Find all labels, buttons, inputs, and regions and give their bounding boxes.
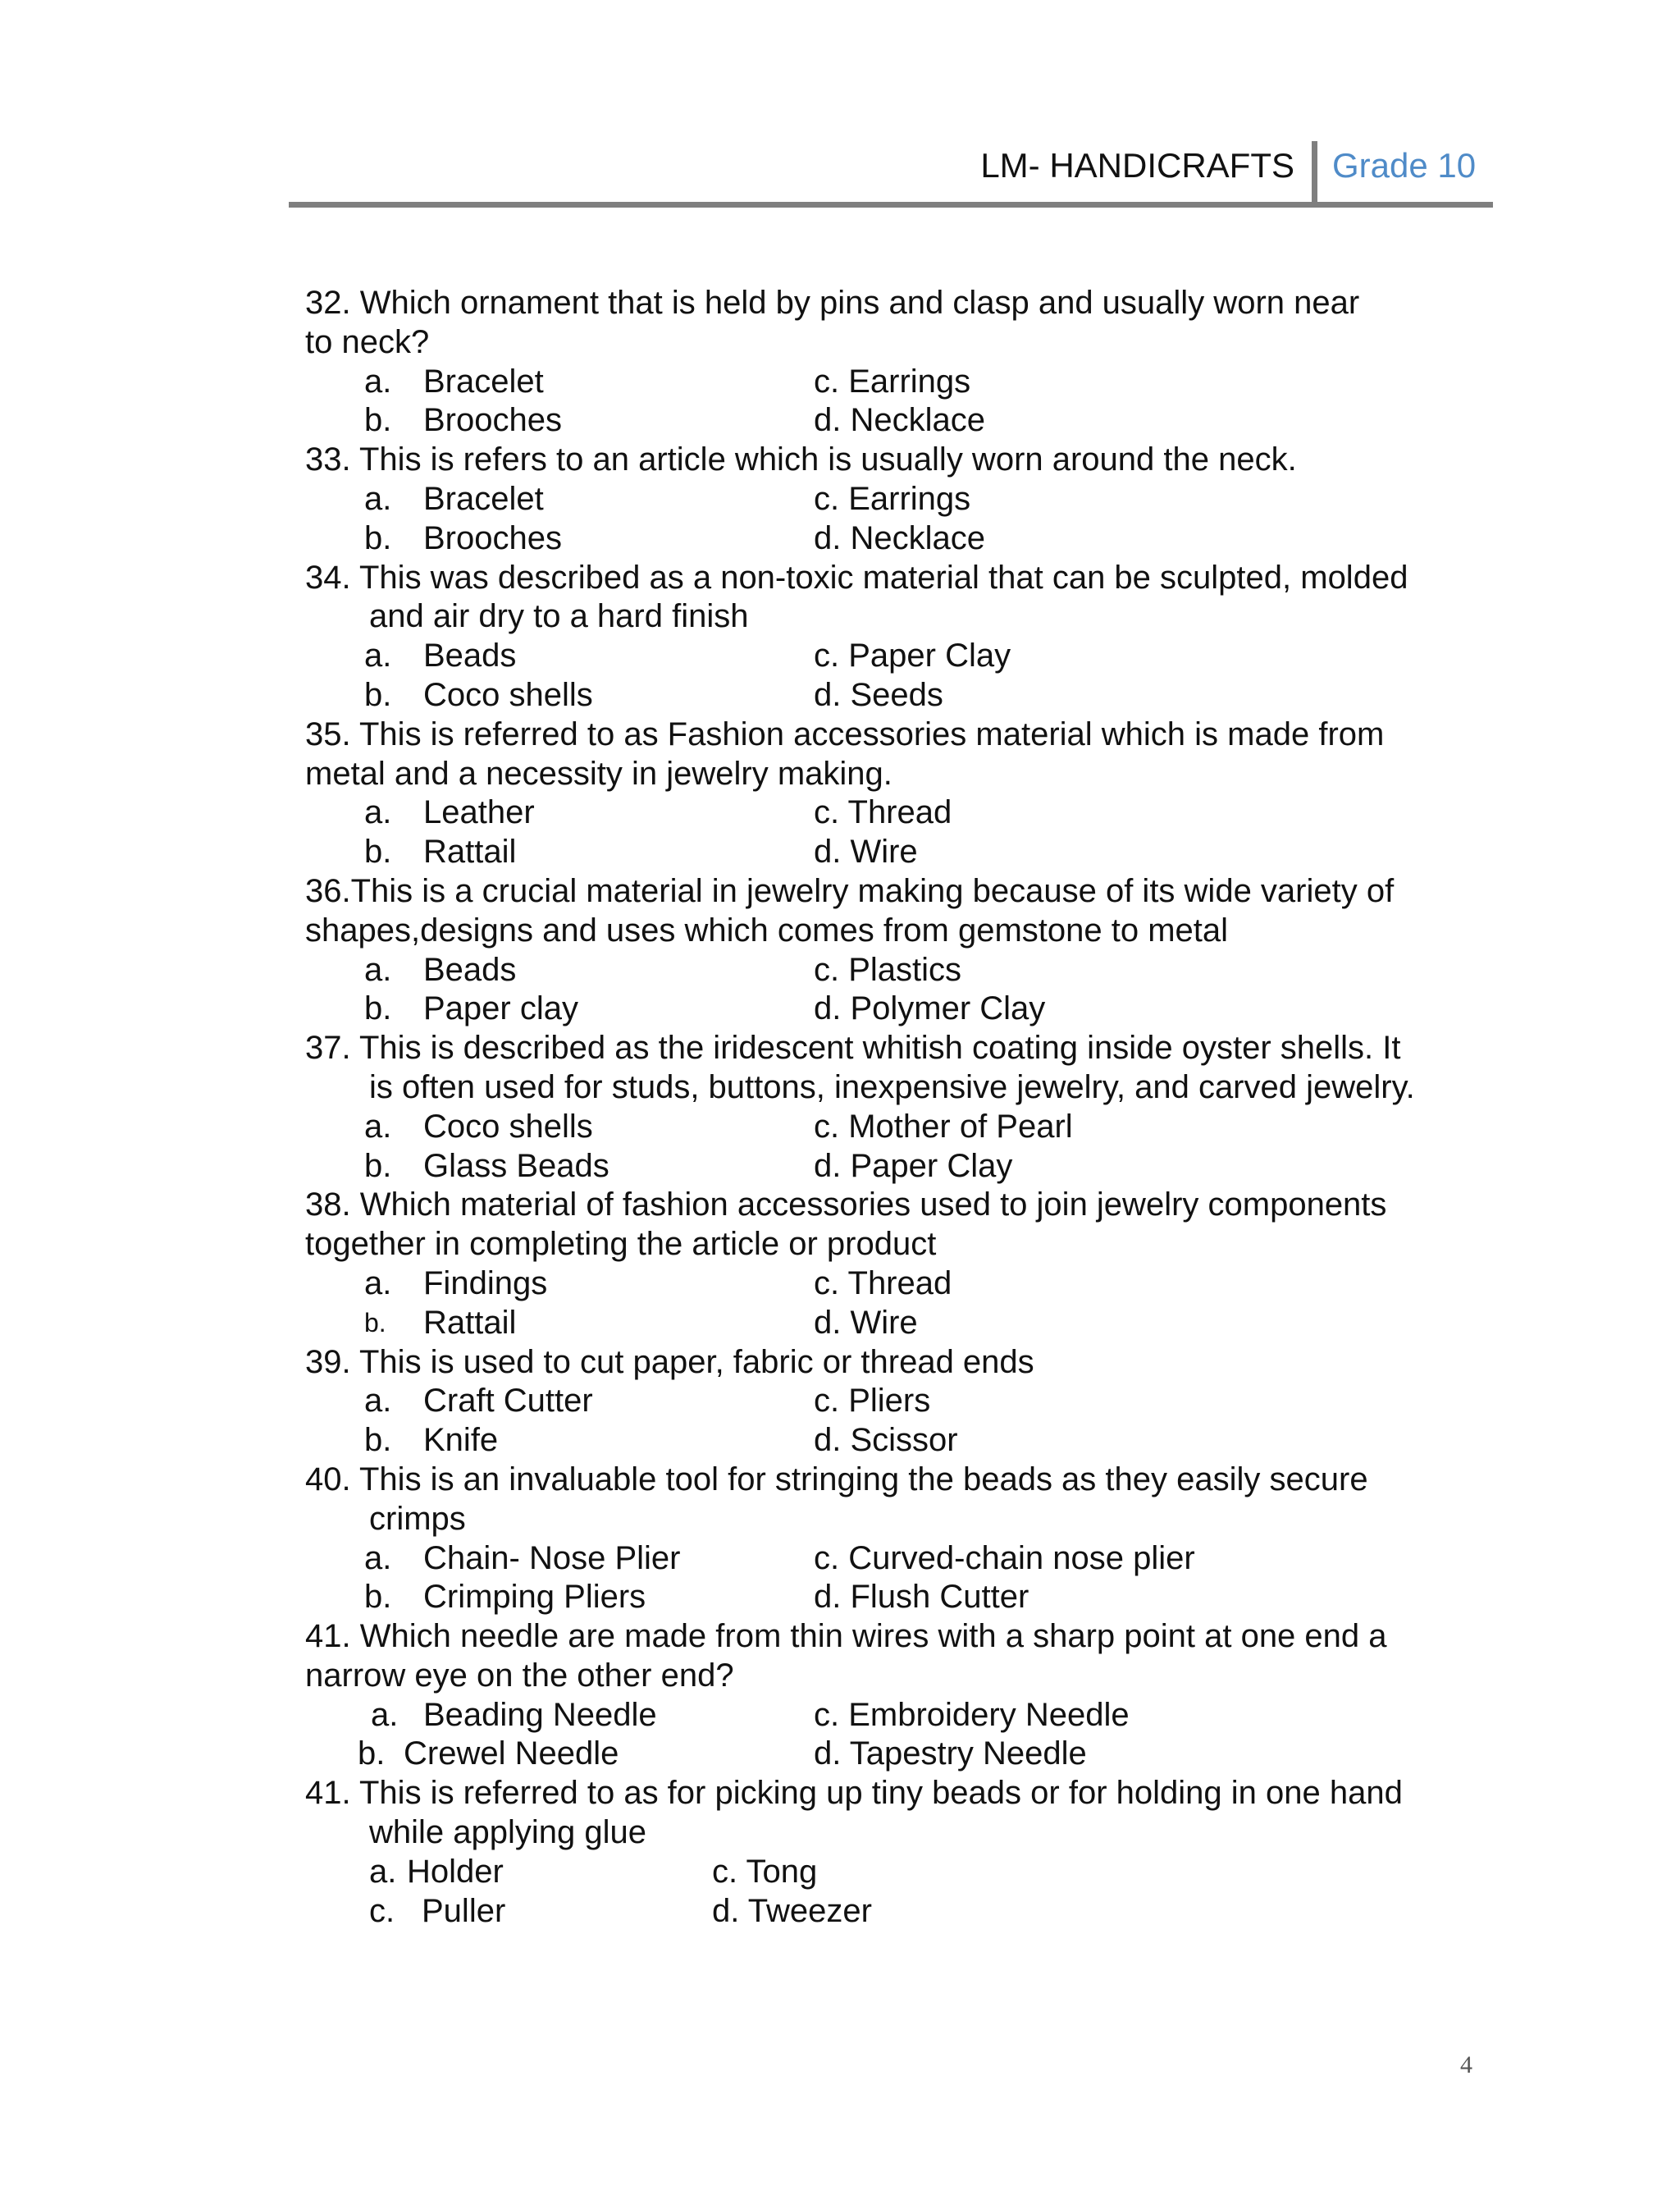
option-row <box>305 1578 1470 1617</box>
question-line: 40. This is an invaluable tool for stringing the beads as they easily secure <box>305 1461 1368 1497</box>
option-row <box>305 1892 1470 1932</box>
header-rule <box>289 202 1493 208</box>
header-separator <box>1312 141 1317 205</box>
option-text: d. Seeds <box>814 676 943 713</box>
option-text: Beading Needle <box>423 1696 657 1733</box>
option-text: Brooches <box>423 519 562 556</box>
option-text: Beads <box>423 951 517 988</box>
option-text: Crimping Pliers <box>423 1579 646 1616</box>
option-text: Knife <box>423 1422 499 1459</box>
option-text: Coco shells <box>423 676 593 713</box>
option-row <box>305 480 1470 519</box>
question-line: while applying glue <box>369 1814 647 1851</box>
option-row <box>305 519 1470 559</box>
question-line: together in completing the article or product <box>305 1226 937 1263</box>
option-text: c. Earrings <box>814 363 971 400</box>
option-row <box>305 1539 1470 1579</box>
questions-list <box>305 284 1470 1931</box>
option-row <box>305 637 1470 676</box>
question-line: 33. This is refers to an article which is usually worn around the neck. <box>305 441 1297 478</box>
option-text: d. Necklace <box>814 402 985 439</box>
option-letter: b. <box>364 676 392 713</box>
header-grade: Grade 10 <box>1332 146 1477 185</box>
page-header <box>289 141 1493 207</box>
option-text: Craft Cutter <box>423 1383 593 1420</box>
question-line: and air dry to a hard finish <box>369 598 749 635</box>
option-row <box>305 951 1470 990</box>
option-text: d. Wire <box>814 1304 918 1341</box>
option-text: Holder <box>407 1853 504 1890</box>
option-text: Beads <box>423 638 517 674</box>
option-letter: b. <box>364 1579 392 1616</box>
option-letter: a. <box>364 1108 392 1145</box>
option-text: Puller <box>422 1892 506 1929</box>
option-row <box>305 1696 1470 1735</box>
option-text: Bracelet <box>423 480 544 517</box>
question-line: 37. This is described as the iridescent whitish coating inside oyster shells. It <box>305 1030 1401 1067</box>
option-row <box>305 1264 1470 1304</box>
option-text: d. Flush Cutter <box>814 1579 1029 1616</box>
question-line: 41. This is referred to as for picking up tiny beads or for holding in one hand <box>305 1775 1403 1812</box>
option-text: Findings <box>423 1264 548 1301</box>
option-letter: a. <box>364 480 392 517</box>
question-line: is often used for studs, buttons, inexpensive jewelry, and carved jewelry. <box>369 1068 1415 1105</box>
question-line: narrow eye on the other end? <box>305 1657 734 1694</box>
option-text: c. Plastics <box>814 951 962 988</box>
option-text: d. Tapestry Needle <box>814 1735 1087 1772</box>
question-line: 41. Which needle are made from thin wires with a sharp point at one end a <box>305 1618 1387 1655</box>
option-text: d. Polymer Clay <box>814 990 1046 1027</box>
question-line: 39. This is used to cut paper, fabric or thread ends <box>305 1343 1034 1380</box>
option-letter: a. <box>364 1539 392 1576</box>
option-letter: a. <box>364 638 392 674</box>
option-row <box>305 401 1470 441</box>
option-letter: b. <box>364 402 392 439</box>
option-text: Brooches <box>423 402 562 439</box>
option-text: Rattail <box>423 834 517 871</box>
option-row <box>305 833 1470 872</box>
option-text: d. Wire <box>814 834 918 871</box>
option-letter: b. <box>364 1307 386 1337</box>
option-text: c. Thread <box>814 1264 952 1301</box>
option-row <box>305 676 1470 716</box>
option-text: Leather <box>423 794 535 831</box>
option-text: c. Paper Clay <box>814 638 1011 674</box>
question-line: 35. This is referred to as Fashion accessories material which is made from <box>305 716 1385 752</box>
question-line: shapes,designs and uses which comes from gemstone to metal <box>305 912 1229 949</box>
question-line: metal and a necessity in jewelry making. <box>305 755 892 792</box>
option-row <box>305 1147 1470 1186</box>
option-letter: a. <box>364 1383 392 1420</box>
option-text: Paper clay <box>423 990 578 1027</box>
question-line: crimps <box>369 1500 466 1537</box>
option-text: c. Pliers <box>814 1383 931 1420</box>
question-line: 34. This was described as a non-toxic material that can be sculpted, molded <box>305 559 1408 596</box>
option-text: d. Necklace <box>814 519 985 556</box>
option-row <box>305 1853 1470 1892</box>
header-title: LM- HANDICRAFTS <box>980 146 1294 185</box>
option-letter: b. <box>358 1735 386 1772</box>
option-letter: a. <box>364 363 392 400</box>
option-text: d. Paper Clay <box>814 1147 1013 1184</box>
option-text: Glass Beads <box>423 1147 609 1184</box>
option-row <box>305 793 1470 833</box>
option-text: Rattail <box>423 1304 517 1341</box>
option-row <box>305 1382 1470 1421</box>
option-letter: a. <box>364 1264 392 1301</box>
option-letter: b. <box>364 990 392 1027</box>
question-line: to neck? <box>305 323 430 360</box>
option-row <box>305 1421 1470 1461</box>
option-letter: a. <box>371 1696 399 1733</box>
option-row <box>305 1735 1470 1774</box>
option-text: d. Scissor <box>814 1422 958 1459</box>
option-letter: a. <box>369 1853 397 1890</box>
option-text: c. Mother of Pearl <box>814 1108 1073 1145</box>
option-row <box>305 1304 1470 1343</box>
option-letter: a. <box>364 951 392 988</box>
option-letter: a. <box>364 794 392 831</box>
option-row <box>305 1108 1470 1147</box>
option-text: c. Embroidery Needle <box>814 1696 1130 1733</box>
option-letter: c. <box>369 1892 395 1929</box>
question-line: 36.This is a crucial material in jewelry making because of its wide variety of <box>305 872 1395 909</box>
option-letter: b. <box>364 519 392 556</box>
option-text: c. Thread <box>814 794 952 831</box>
option-text: c. Tong <box>712 1853 818 1890</box>
question-line: 32. Which ornament that is held by pins and clasp and usually worn near <box>305 285 1360 321</box>
option-text: Bracelet <box>423 363 544 400</box>
option-text: Crewel Needle <box>404 1735 619 1772</box>
option-text: c. Earrings <box>814 480 971 517</box>
question-line: 38. Which material of fashion accessories used to join jewelry components <box>305 1186 1387 1223</box>
option-text: Coco shells <box>423 1108 593 1145</box>
option-letter: b. <box>364 1147 392 1184</box>
option-text: c. Curved-chain nose plier <box>814 1539 1195 1576</box>
option-letter: b. <box>364 1422 392 1459</box>
option-text: Chain- Nose Plier <box>423 1539 681 1576</box>
page-number: 4 <box>1460 2051 1472 2078</box>
option-text: d. Tweezer <box>712 1892 872 1929</box>
option-row <box>305 363 1470 402</box>
option-letter: b. <box>364 834 392 871</box>
option-row <box>305 990 1470 1029</box>
